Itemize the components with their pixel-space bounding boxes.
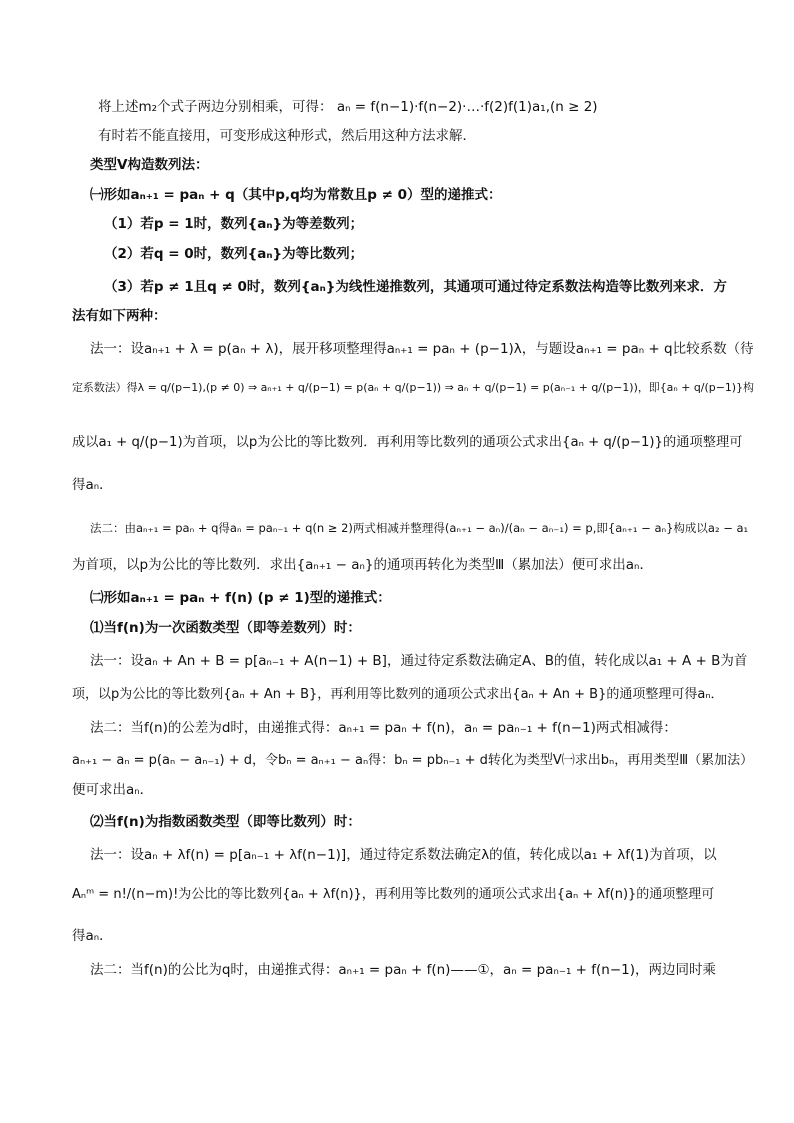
method-2-line-2: 为首项，以p为公比的等比数列．求出{aₙ₊₁ − aₙ}的通项再转化为类型Ⅲ（累加法）便可求出aₙ． <box>72 557 653 573</box>
linear-method-1-line-2: 项，以p为公比的等比数列{aₙ + An + B}，再利用等比数列的通项公式求出{aₙ + An + B}的通项整理可得aₙ． <box>72 687 724 702</box>
method-1-line-4: 得aₙ． <box>72 477 113 493</box>
case-3: （3）若p ≠ 1且q ≠ 0时，数列{aₙ}为线性递推数列，其通项可通过待定系数法构造等比数列来求．方 <box>104 279 727 295</box>
method-2-line-1: 法二：由aₙ₊₁ = paₙ + q得aₙ = paₙ₋₁ + q(n ≥ 2)两式相减并整理得(aₙ₊₁ − aₙ)/(aₙ − aₙ₋₁) = p,即{aₙ₊₁ − aₙ}构成以a₂ − a₁ <box>90 521 749 535</box>
method-1-line-3: 成以a₁ + q/(p−1)为首项，以p为公比的等比数列．再利用等比数列的通项公式求出{aₙ + q/(p−1)}的通项整理可 <box>72 435 743 450</box>
linear-method-2-line-1: 法二：当f(n)的公差为d时，由递推式得：aₙ₊₁ = paₙ + f(n)，aₙ = paₙ₋₁ + f(n−1)两式相减得： <box>90 720 677 736</box>
exp-method-1-line-3: 得aₙ． <box>72 928 113 944</box>
exp-method-1-line-2: Aₙᵐ = n!/(n−m)!为公比的等比数列{aₙ + λf(n)}，再利用等比数列的通项公式求出{aₙ + λf(n)}的通项整理可 <box>72 887 715 902</box>
case-2: （2）若q = 0时，数列{aₙ}为等比数列； <box>104 246 364 262</box>
exp-method-1-line-1: 法一：设aₙ + λf(n) = p[aₙ₋₁ + λf(n−1)]，通过待定系数法确定λ的值，转化成以a₁ + λf(1)为首项，以 <box>90 847 717 863</box>
case-1: （1）若p = 1时，数列{aₙ}为等差数列； <box>104 216 364 232</box>
subheading-linear: ⑴当f(n)为一次函数类型（即等差数列）时： <box>90 620 361 636</box>
exp-method-2-line-1: 法二：当f(n)的公比为q时，由递推式得：aₙ₊₁ = paₙ + f(n)——①，aₙ = paₙ₋₁ + f(n−1)，两边同时乘 <box>90 962 716 978</box>
case-3-cont: 法有如下两种： <box>72 308 167 324</box>
linear-method-1-line-1: 法一：设aₙ + An + B = p[aₙ₋₁ + A(n−1) + B]，通过待定系数法确定A、B的值，转化成以a₁ + A + B为首 <box>90 653 748 669</box>
text-line-2: 有时若不能直接用，可变形成这种形式，然后用这种方法求解． <box>98 128 476 144</box>
linear-method-2-line-3: 便可求出aₙ． <box>72 782 154 798</box>
method-1-line-1: 法一：设aₙ₊₁ + λ = p(aₙ + λ)，展开移项整理得aₙ₊₁ = paₙ + (p−1)λ，与题设aₙ₊₁ = paₙ + q比较系数（待 <box>90 341 754 357</box>
subheading-exponential: ⑵当f(n)为指数函数类型（即等比数列）时： <box>90 814 361 830</box>
linear-method-2-line-2: aₙ₊₁ − aₙ = p(aₙ − aₙ₋₁) + d，令bₙ = aₙ₊₁ − aₙ得：bₙ = pbₙ₋₁ + d转化为类型Ⅴ㈠求出bₙ，再用类型Ⅲ（累加法） <box>72 753 754 768</box>
subheading-form-1: ㈠形如aₙ₊₁ = paₙ + q（其中p,q均为常数且p ≠ 0）型的递推式： <box>90 187 502 203</box>
text-line-1: 将上述m₂个式子两边分别相乘，可得： aₙ = f(n−1)·f(n−2)·…·f(2)f(1)a₁,(n ≥ 2) <box>98 99 598 115</box>
heading-type-v: 类型Ⅴ构造数列法： <box>90 157 209 173</box>
method-1-line-2: 定系数法）得λ = q/(p−1),(p ≠ 0) ⇒ aₙ₊₁ + q/(p−1) = p(aₙ + q/(p−1)) ⇒ aₙ + q/(p−1) = p(aₙ₋₁ + q/(p−1))，即{aₙ + q/(p−1)}构 <box>72 381 754 394</box>
subheading-form-2: ㈡形如aₙ₊₁ = paₙ + f(n) (p ≠ 1)型的递推式： <box>90 590 391 606</box>
